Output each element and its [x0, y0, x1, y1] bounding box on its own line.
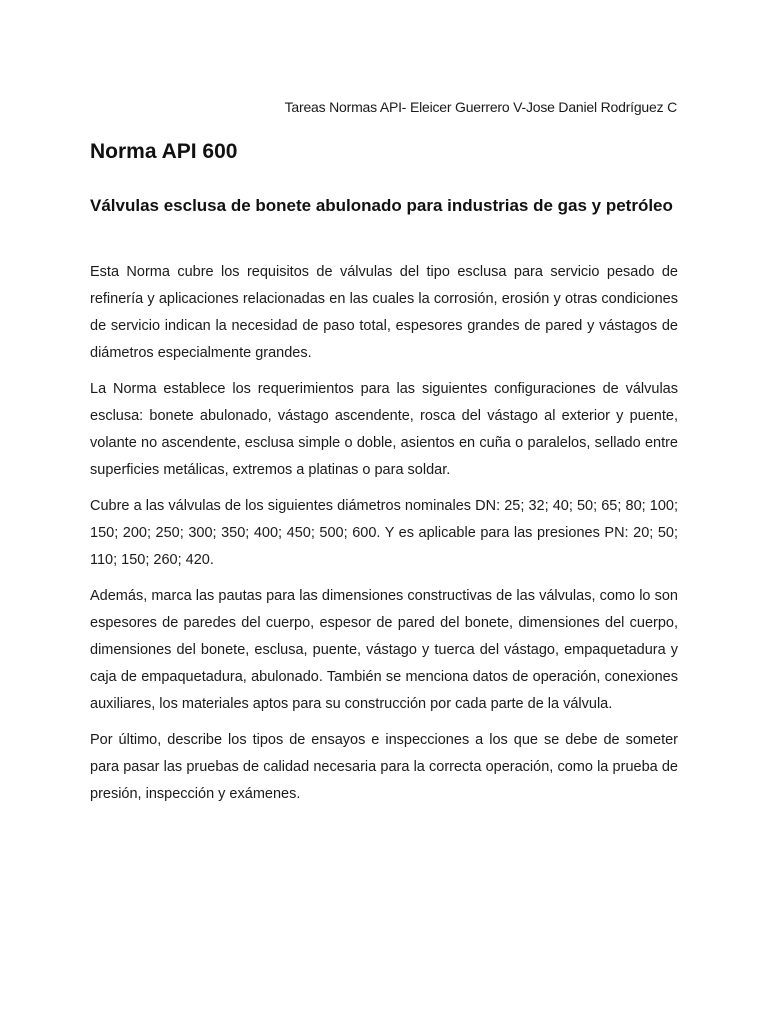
paragraph-diameters-pressures: Cubre a las válvulas de los siguientes diámetros nominales DN: 25; 32; 40; 50; 65; 80; 100; 150; 200; 250; 300; 350; 400; 450; 500; 600. Y es aplicable para las presiones PN: 20; 50; 110; 150; 260; 420. [90, 498, 678, 568]
paragraph-configurations: La Norma establece los requerimientos para las siguientes configuraciones de válvulas esclusa: bonete abulonado, vástago ascendente, rosca del vástago al exterior y puente, volante no ascendente, esclusa simple o doble, asientos en cuña o paralelos, sellado entre superficies metálicas, extremos a platinas o para soldar. [90, 381, 678, 478]
paragraph-testing: Por último, describe los tipos de ensayos e inspecciones a los que se debe de someter para pasar las pruebas de calidad necesaria para la correcta operación, como la prueba de presión, inspección y exámenes. [90, 732, 678, 802]
document-body [90, 259, 678, 817]
paragraph-dimensions: Además, marca las pautas para las dimensiones constructivas de las válvulas, como lo son espesores de paredes del cuerpo, espesor de pared del bonete, dimensiones del cuerpo, dimensiones del bonete, esclusa, puente, vástago y tuerca del vástago, empaquetadura y caja de empaquetadura, abulonado. También se menciona datos de operación, conexiones auxiliares, los materiales aptos para su construcción por cada parte de la válvula. [90, 588, 678, 712]
paragraph-scope: Esta Norma cubre los requisitos de válvulas del tipo esclusa para servicio pesado de refinería y aplicaciones relacionadas en las cuales la corrosión, erosión y otras condiciones de servicio indican la necesidad de paso total, espesores grandes de pared y vástagos de diámetros especialmente grandes. [90, 264, 678, 361]
document-subtitle: Válvulas esclusa de bonete abulonado para industrias de gas y petróleo [90, 196, 673, 215]
page-header: Tareas Normas API- Eleicer Guerrero V-Jose Daniel Rodríguez C [284, 99, 677, 115]
document-title: Norma API 600 [90, 140, 238, 163]
